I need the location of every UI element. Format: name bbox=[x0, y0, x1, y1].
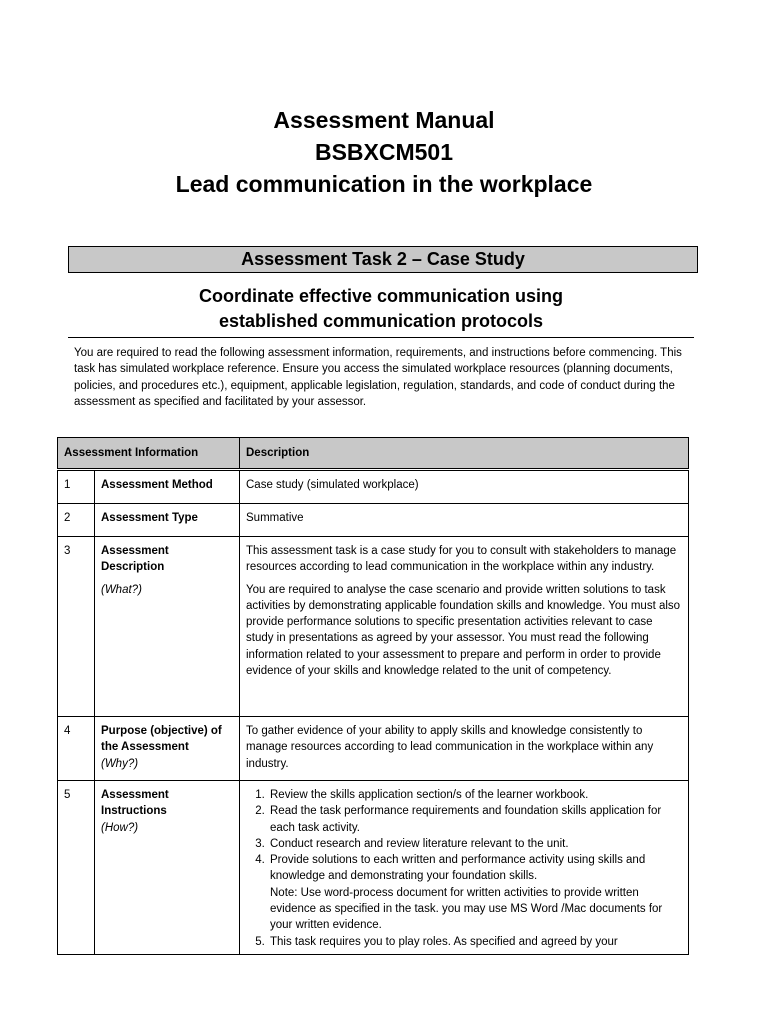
task-banner: Assessment Task 2 – Case Study bbox=[68, 246, 698, 273]
row-number: 1 bbox=[58, 471, 95, 504]
row-description: Summative bbox=[240, 504, 689, 537]
header-assessment-info: Assessment Information bbox=[58, 438, 240, 469]
list-item-text: Provide solutions to each written and performance activity using skills and knowledge and demonstrating your foundation skills. bbox=[270, 854, 646, 883]
list-item: 3. Conduct research and review literature relevant to the unit. bbox=[268, 836, 683, 852]
row-label-cell bbox=[95, 537, 240, 717]
row-description: To gather evidence of your ability to apply skills and knowledge consistently to manage resources according to lead communication in the workplace within any industry. bbox=[240, 717, 689, 781]
row-label-cell bbox=[95, 717, 240, 781]
assessment-table-body bbox=[57, 470, 689, 955]
table-row bbox=[58, 471, 689, 504]
row-number: 2 bbox=[58, 504, 95, 537]
subtitle-line-1: Coordinate effective communication using bbox=[198, 286, 564, 306]
row-label: Purpose (objective) of the Assessment bbox=[101, 725, 222, 754]
row-number: 4 bbox=[58, 717, 95, 781]
table-header-row bbox=[58, 438, 689, 469]
table-row bbox=[58, 781, 689, 955]
list-item: 5. This task requires you to play roles. As specified and agreed by your bbox=[268, 934, 683, 950]
assessment-table bbox=[57, 437, 689, 469]
row-label: Assessment Method bbox=[95, 471, 240, 504]
row-number: 5 bbox=[58, 781, 95, 955]
row-sublabel: (How?) bbox=[101, 821, 139, 834]
instructions-list bbox=[246, 787, 683, 950]
description-paragraph: You are required to analyse the case scenario and provide written solutions to task activities by demonstrating applicable foundation skills and knowledge. You must also provide performance solutions to specific presentation activities relevant to case study in presentations as agreed by your assessor. You must read the following information related to your assessment to prepare and perform in order to provide evidence of your skills and knowledge related to the unit of competency. bbox=[246, 583, 681, 678]
row-description bbox=[240, 781, 689, 955]
intro-paragraph: You are required to read the following assessment information, requirements, and instructions before commencing. This task has simulated workplace reference. Ensure you access the simulated workplace resources (planning documents, policies, and procedures etc.), equipment, applicable legislation, regulation, standards, and code of conduct during the assessment as specified and facilitated by your assessor. bbox=[74, 347, 682, 408]
subtitle-line-2: established communication protocols bbox=[218, 311, 544, 331]
table-row bbox=[58, 504, 689, 537]
row-label-cell bbox=[95, 781, 240, 955]
row-description bbox=[240, 537, 689, 717]
title-manual: Assessment Manual bbox=[273, 107, 495, 133]
list-item: 2. Read the task performance requirements and foundation skills application for each task activity. bbox=[268, 803, 683, 836]
row-sublabel: (Why?) bbox=[101, 757, 139, 770]
title-unit-code: BSBXCM501 bbox=[314, 139, 454, 165]
list-item: 1. Review the skills application section/s of the learner workbook. bbox=[268, 787, 683, 803]
list-item-note: Note: Use word-process document for written activities to provide written evidence as specified in the task. you may use MS Word /Mac documents for your written evidence. bbox=[270, 886, 663, 932]
row-label: Assessment Instructions bbox=[101, 789, 169, 818]
row-label: Assessment Description bbox=[101, 545, 169, 574]
document-title bbox=[0, 104, 768, 200]
task-subtitle bbox=[68, 284, 694, 338]
list-item bbox=[268, 852, 683, 933]
row-sublabel: (What?) bbox=[101, 583, 142, 596]
row-description: Case study (simulated workplace) bbox=[240, 471, 689, 504]
description-paragraph: This assessment task is a case study for you to consult with stakeholders to manage resources according to lead communication in the workplace within any industry. bbox=[246, 545, 677, 574]
row-label: Assessment Type bbox=[95, 504, 240, 537]
table-row bbox=[58, 537, 689, 717]
row-number: 3 bbox=[58, 537, 95, 717]
header-description: Description bbox=[240, 438, 689, 469]
title-unit-name: Lead communication in the workplace bbox=[175, 171, 593, 197]
table-row bbox=[58, 717, 689, 781]
